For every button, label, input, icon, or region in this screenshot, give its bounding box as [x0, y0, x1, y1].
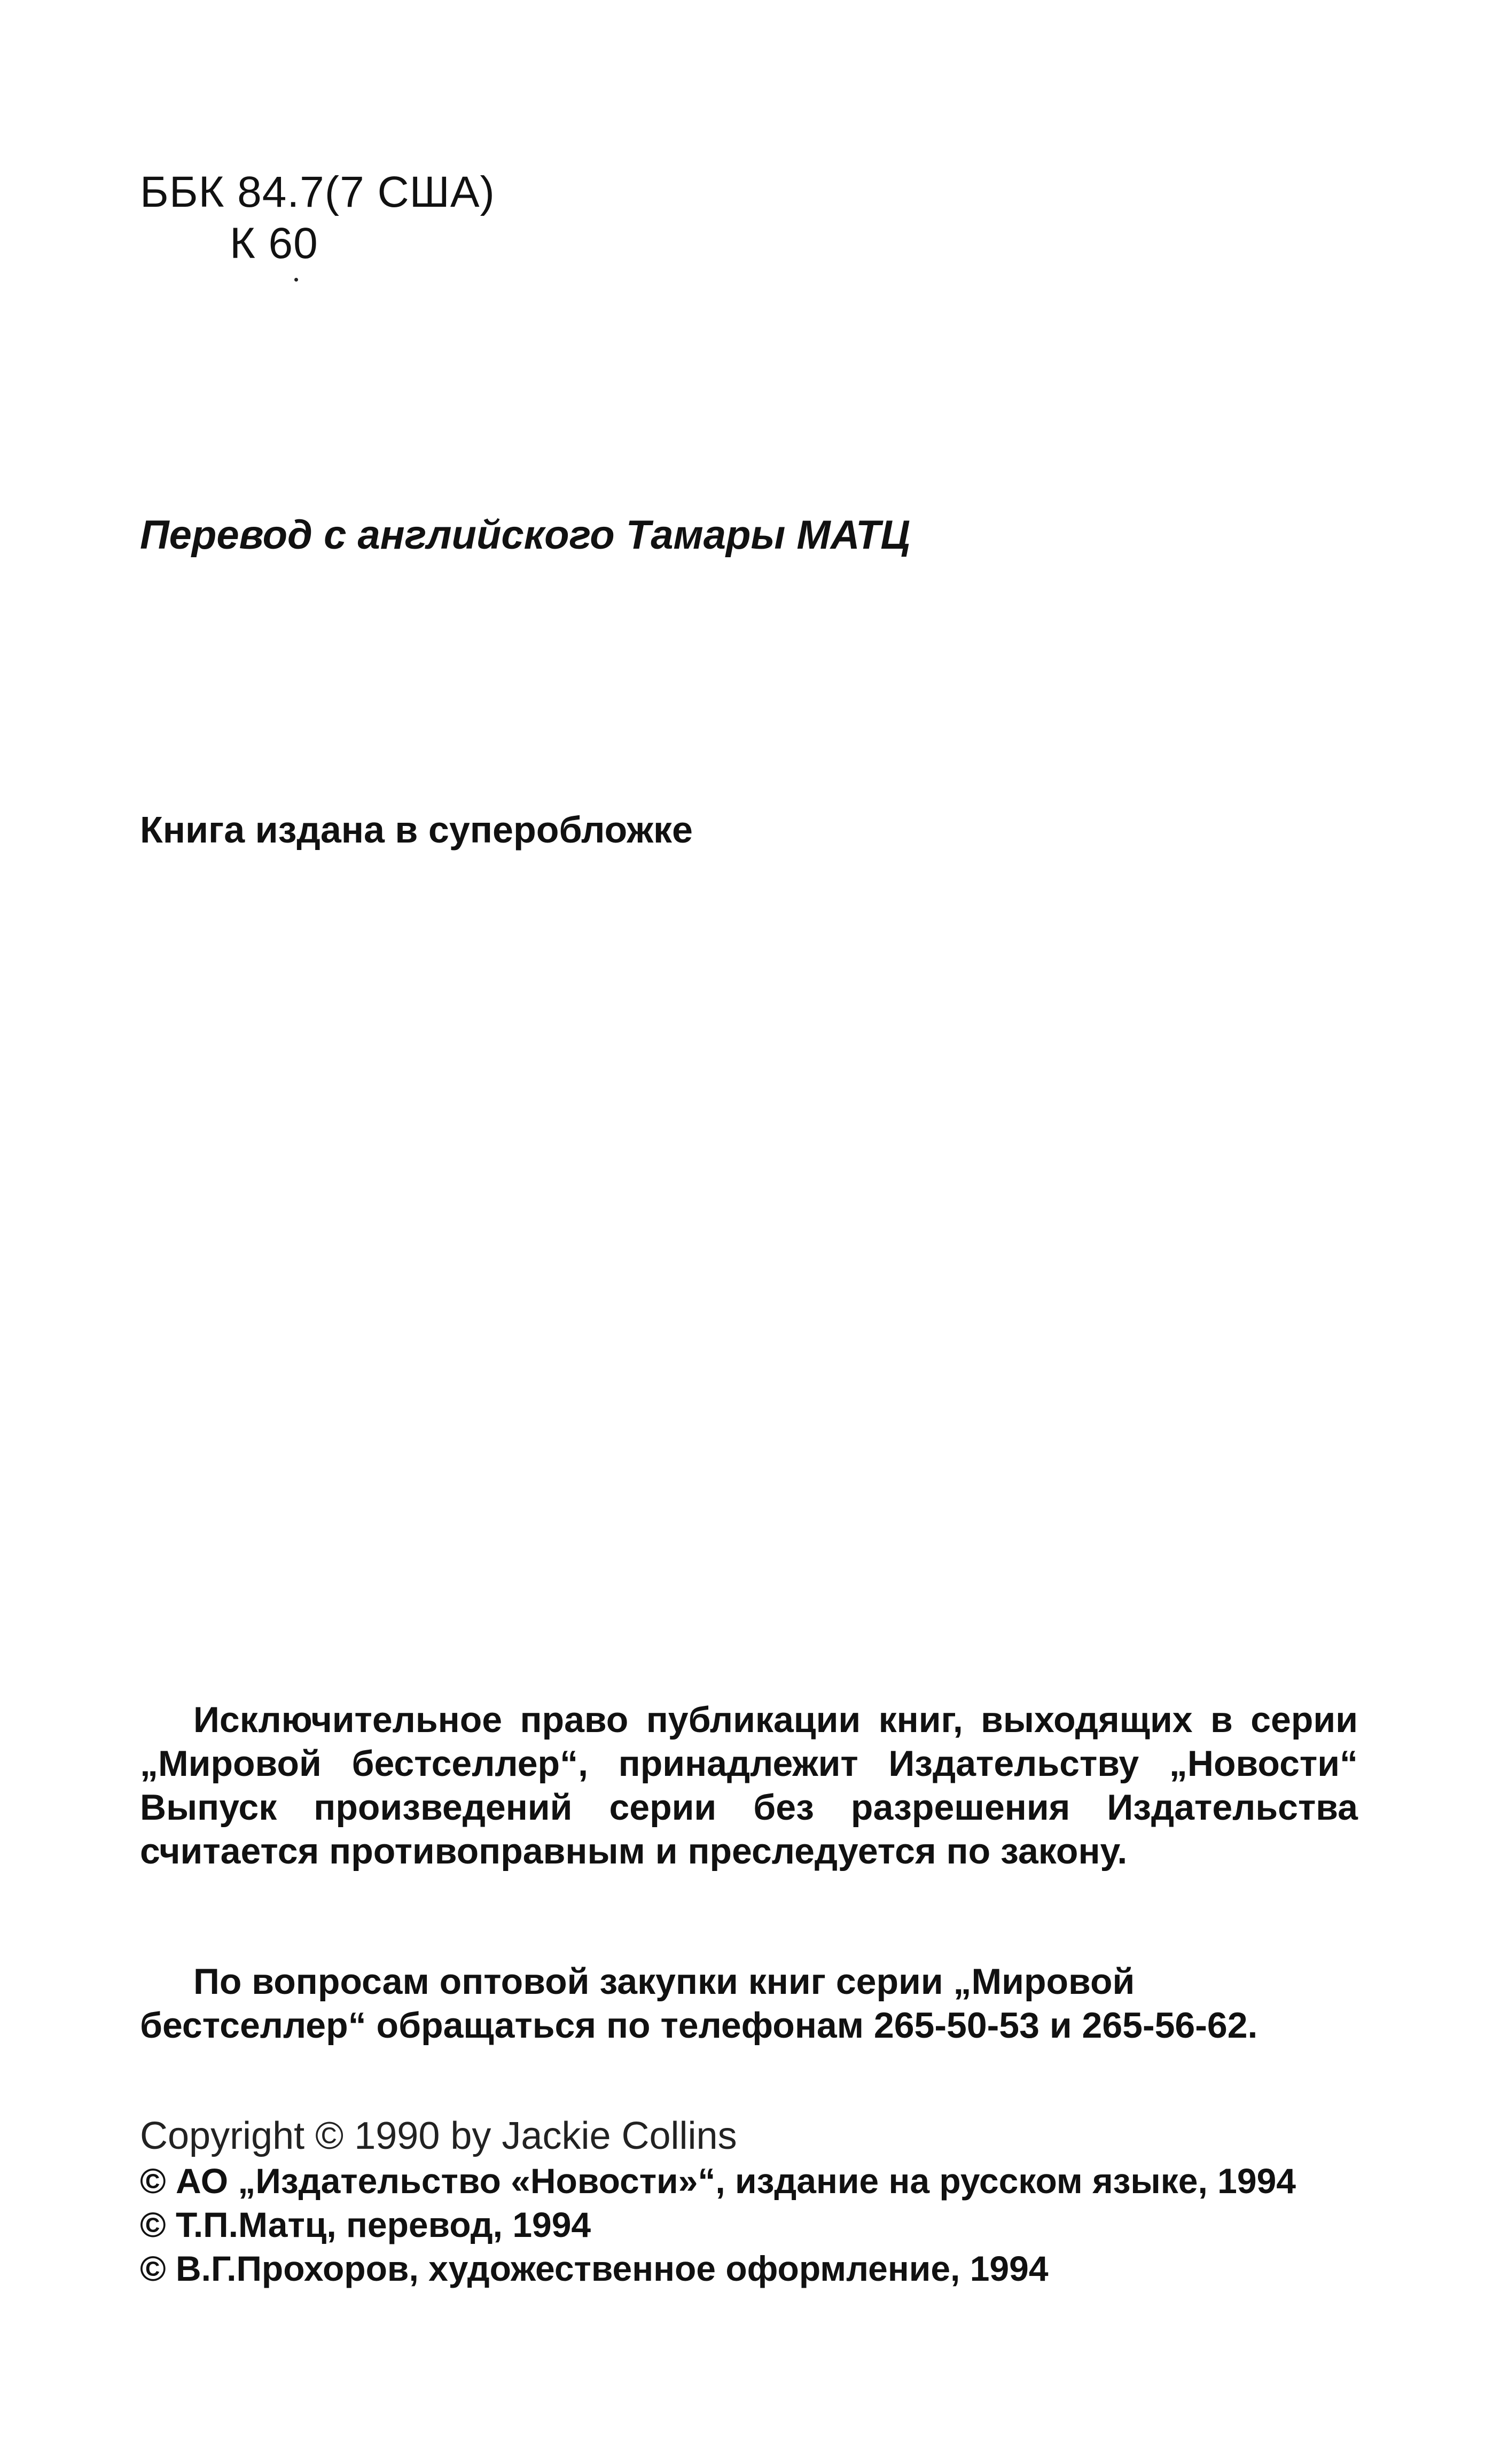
copyright-block — [140, 2113, 1369, 2290]
translator-credit: Перевод с английского Тамары МАТЦ — [140, 512, 910, 558]
translation-copyright: © Т.П.Матц, перевод, 1994 — [140, 2205, 591, 2244]
publisher-copyright: © АО „Издательство «Новости»“, издание на русском языке, 1994 — [140, 2161, 1296, 2201]
exclusive-rights-notice: Исключительное право публикации книг, выходящих в серии „Мировой бестселлер“, принадлежит Издательству „Новости“ Выпуск произведений серии без разрешения Издательства считается противоправным и преследуется по закону. — [140, 1699, 1358, 1872]
wholesale-contact-notice: По вопросам оптовой закупки книг серии „Мировой бестселлер“ обращаться по телефонам 265-50-53 и 265-56-62. — [140, 1961, 1258, 2046]
bbk-code: ББК 84.7(7 США) — [140, 168, 495, 216]
dust-jacket-note: Книга издана в суперобложке — [140, 809, 693, 851]
print-speck — [294, 278, 298, 282]
design-copyright: © В.Г.Прохоров, художественное оформление, 1994 — [140, 2249, 1049, 2288]
author-mark: К 60 — [230, 219, 318, 268]
bbk-classification — [140, 167, 495, 269]
original-copyright: Copyright © 1990 by Jackie Collins — [140, 2115, 737, 2157]
